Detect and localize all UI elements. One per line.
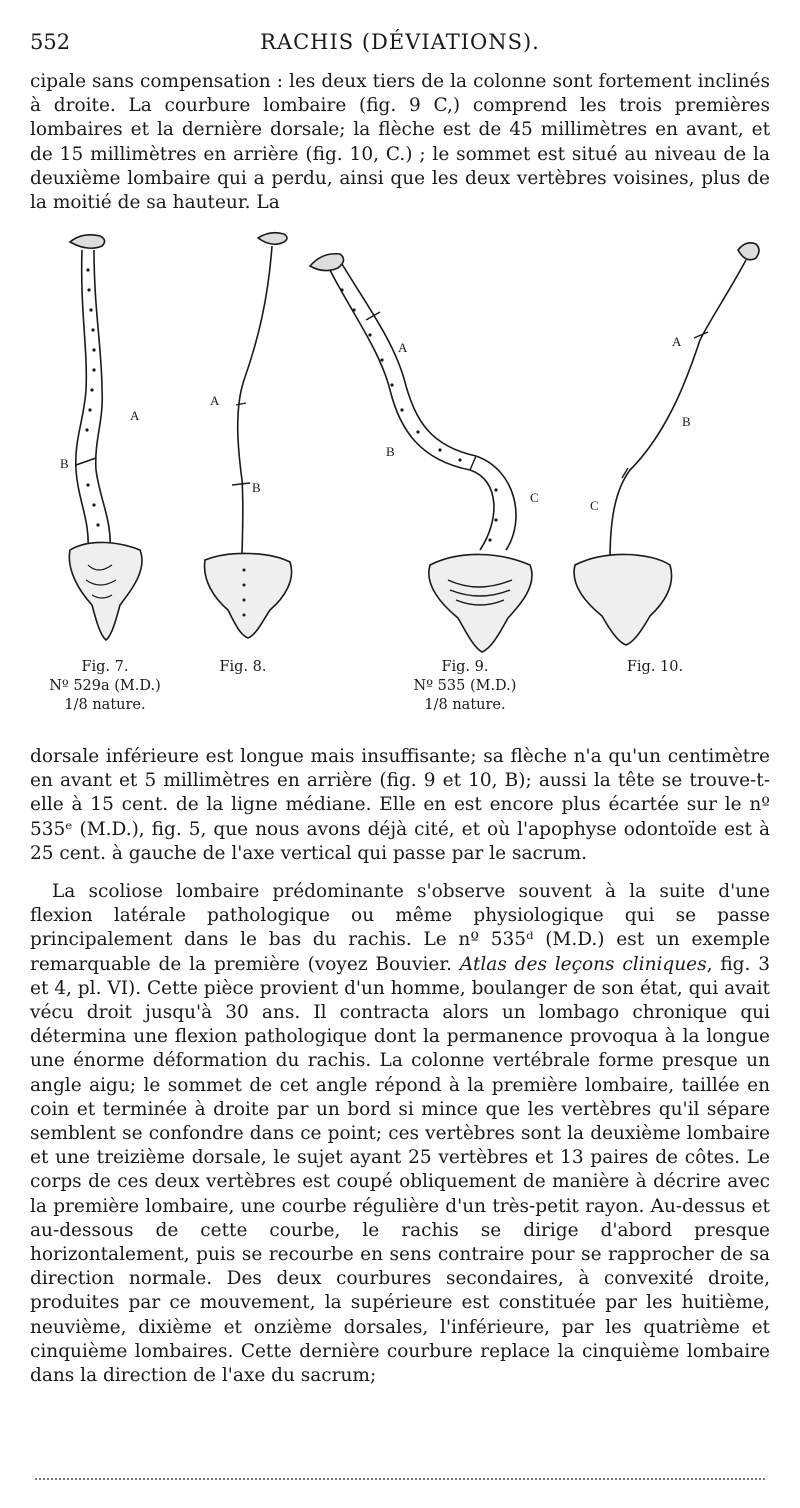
fig9-caption-title: Fig. 9.	[441, 659, 489, 675]
fig10-spinal-line	[610, 260, 746, 560]
fig10-caption-title: Fig. 10.	[626, 659, 684, 675]
fig10-label-c: C	[590, 498, 599, 513]
fig7-label-b: B	[60, 456, 69, 471]
fig9-label-a: A	[398, 340, 408, 355]
fig7-label-a: A	[130, 408, 140, 423]
fig8-drawing	[205, 233, 292, 638]
fig7-caption-number: Nº 529a (M.D.)	[49, 678, 161, 694]
fig9-drawing	[310, 254, 539, 652]
fig7-caption-scale: 1/8 nature.	[64, 697, 146, 713]
fig9-lumbar-inner	[470, 470, 494, 550]
fig10-atlas	[738, 243, 759, 260]
running-title: RACHIS (DÉVIATIONS).	[260, 30, 540, 54]
fig9-atlas	[310, 254, 344, 271]
fig9-caption-number: Nº 535 (M.D.)	[413, 678, 517, 694]
spine-illustrations	[30, 220, 770, 660]
paragraph-1: cipale sans compensation : les deux tiers de la colonne sont fortement inclinés à droite. La courbure lombaire (fig. 9 C,) comprend les trois premières lombaires et la dernière dorsale; la flèche est de 45 millimètres en avant, et de 15 millimètres en arrière (fig. 10, C.) ; le sommet est situé au niveau de la deuxième lombaire qui a perdu, ainsi que les deux vertèbres voisines, plus de la moitié de sa hauteur. La	[30, 71, 770, 214]
fig8-atlas	[258, 233, 287, 245]
fig8-caption-title: Fig. 8.	[219, 659, 267, 675]
fig9-label-b: B	[386, 444, 395, 459]
fig8-caption	[178, 658, 308, 677]
figures-plate	[30, 220, 770, 713]
fig9-caption	[400, 658, 530, 715]
fig8-label-a: A	[210, 393, 220, 408]
page-number: 552	[30, 30, 71, 54]
fig7-column-left	[76, 250, 88, 550]
fig7-atlas	[70, 235, 105, 248]
fig10-drawing	[574, 243, 759, 645]
fig9-caption-scale: 1/8 nature.	[424, 697, 506, 713]
fig10-label-a: A	[672, 334, 682, 349]
fig9-sacrum	[429, 554, 532, 652]
fig9-lumbar-outer	[476, 456, 516, 550]
fig10-caption	[590, 658, 720, 677]
fig7-caption	[40, 658, 170, 715]
fig7-drawing	[60, 235, 142, 640]
fig7-sacrum	[69, 542, 142, 640]
paragraph-3-title: Atlas des leçons cliniques	[459, 953, 707, 975]
fig9-column-lower	[342, 264, 476, 456]
fig9-label-c: C	[530, 490, 539, 505]
fig7-vertebra-dots	[85, 268, 99, 526]
fig9-column-upper	[330, 270, 470, 470]
paragraph-3-part-a: La scoliose lombaire prédominante s'observe souvent à la suite d'une flexion latérale pathologique ou même physiologique qui se passe principalement dans le bas du rachis. Le nº 535ᵈ (M.D.) est un exemple remarquable de la première (voyez Bouvier.	[30, 881, 770, 975]
fig7-column-right	[94, 250, 110, 550]
fig8-sacrum	[205, 553, 292, 638]
fig7-segment-line	[76, 458, 96, 465]
fig10-sacrum	[574, 554, 672, 645]
paragraph-3-part-b: , fig. 3 et 4, pl. VI). Cette pièce provient d'un homme, boulanger de son état, qui avait vécu droit jusqu'à 30 ans. Il contracta alors un lombago chronique qui détermina une flexion pathologique dont la permanence provoqua à la longue une énorme déformation du rachis. La colonne vertébrale forme presque un angle aigu; le sommet de cet angle répond à la première lombaire, taillée en coin et terminée à droite par un bord si mince que les vertèbres qu'il sépare semblent se confondre dans ce point; ces vertèbres sont la deuxième lombaire et une treizième dorsale, le sujet ayant 25 vertèbres et 13 paires de côtes. Le corps de ces deux vertèbres est coupé obliquement de manière à décrire avec la première lombaire, une courbe régulière d'un très-petit rayon. Au-dessus et au-dessous de cette courbe, le rachis se dirige d'abord presque horizontalement, puis se recourbe en sens contraire pour se rapprocher de sa direction normale. Des deux courbures secondaires, à convexité droite, produites par ce mouvement, la supérieure est constituée par les huitième, neuvième, dixième et onzième dorsales, l'inférieure, par les quatrième et cinquième lombaires. Cette dernière courbure replace la cinquième lombaire dans la direction de l'axe du sacrum;	[30, 953, 770, 1387]
footer-rule	[35, 1478, 765, 1480]
fig10-label-b: B	[682, 414, 691, 429]
fig8-label-b: B	[252, 480, 261, 495]
paragraph-3	[30, 880, 770, 1388]
fig7-caption-title: Fig. 7.	[81, 659, 129, 675]
paragraph-2: dorsale inférieure est longue mais insuffisante; sa flèche n'a qu'un centimètre en avant et 5 millimètres en arrière (fig. 9 et 10, B); aussi la tête se trouve-t-elle à 15 cent. de la ligne médiane. Elle en est encore plus écartée sur le nº 535ᵉ (M.D.), fig. 5, que nous avons déjà cité, et où l'apophyse odontoïde est à 25 cent. à gauche de l'axe vertical qui passe par le sacrum.	[30, 746, 770, 864]
